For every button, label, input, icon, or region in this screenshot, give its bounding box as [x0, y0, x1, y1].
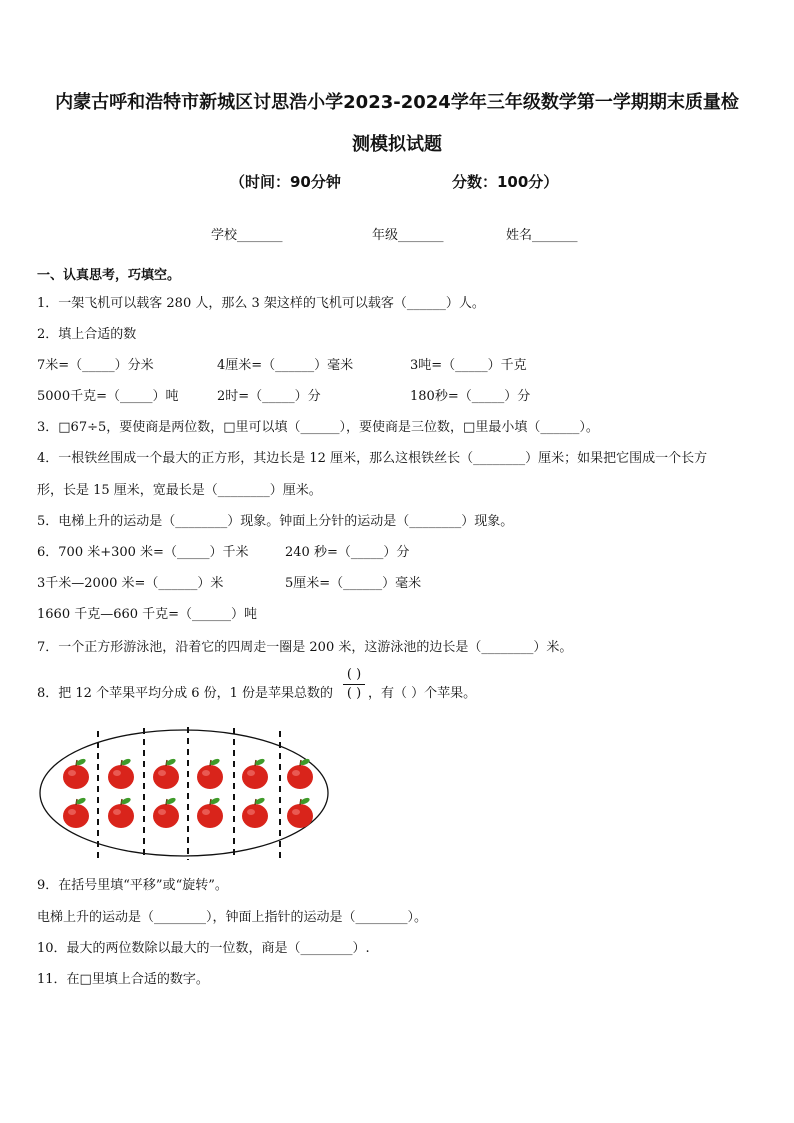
question-7: 7．一个正方形游泳池，沿着它的四周走一圈是 200 米，这游泳池的边长是（________）米。: [37, 640, 573, 655]
question-9: 9．在括号里填“平移”或“旋转”。: [37, 878, 228, 893]
question-4-line1: 4．一根铁丝围成一个最大的正方形，其边长是 12 厘米，那么这根铁丝长（________）厘米；如果把它围成一个长方: [37, 451, 708, 466]
name-field: 姓名_______: [506, 228, 578, 243]
apple: [242, 797, 268, 828]
fraction-numerator: ( ): [346, 667, 362, 682]
question-9-sub: 电梯上升的运动是（________），钟面上指针的运动是（________）。: [37, 910, 428, 925]
apple: [197, 758, 223, 789]
question-2-item: 180秒=（_____）分: [410, 389, 531, 404]
apple: [153, 797, 179, 828]
question-6-item: 6．700 米+300 米=（_____）千米: [37, 545, 249, 560]
question-3: 3．□67÷5，要使商是两位数，□里可以填（______），要使商是三位数，□里最小填（______）。: [37, 420, 599, 435]
question-2-item: 3吨=（_____）千克: [410, 358, 527, 373]
question-1: 1．一架飞机可以载客 280 人，那么 3 架这样的飞机可以载客（______）人。: [37, 296, 485, 311]
apple: [63, 797, 89, 828]
exam-score: 分数：100分）: [452, 173, 559, 191]
question-5: 5．电梯上升的运动是（________）现象。钟面上分针的运动是（________）现象。: [37, 514, 514, 529]
question-8-fraction: [343, 667, 365, 702]
question-8-text-end: ，有（ ）个苹果。: [368, 686, 477, 701]
question-4-line2: 形，长是 15 厘米，宽最长是（________）厘米。: [37, 483, 322, 498]
question-2-item: 7米=（_____）分米: [37, 358, 154, 373]
question-2-item: 5000千克=（_____）吨: [37, 389, 179, 404]
question-6-item: 3千米—2000 米=（______）米: [37, 576, 224, 591]
apple: [108, 797, 134, 828]
apple: [63, 758, 89, 789]
exam-title-line2: 测模拟试题: [352, 134, 442, 155]
apple: [197, 797, 223, 828]
section-heading: 一、认真思考，巧填空。: [37, 268, 181, 283]
school-field: 学校_______: [211, 228, 283, 243]
question-6-item: 1660 千克—660 千克=（______）吨: [37, 607, 258, 622]
question-6-item: 5厘米=（______）毫米: [285, 576, 422, 591]
apple: [287, 797, 313, 828]
question-2: 2．填上合适的数: [37, 327, 137, 342]
grade-field: 年级_______: [372, 228, 444, 243]
question-11: 11．在□里填上合适的数字。: [37, 972, 209, 987]
apple: [108, 758, 134, 789]
question-6-item: 240 秒=（_____）分: [285, 545, 410, 560]
question-8-text: 8．把 12 个苹果平均分成 6 份，1 份是苹果总数的: [37, 686, 334, 701]
question-10: 10．最大的两位数除以最大的一位数，商是（________）.: [37, 941, 370, 956]
exam-time: （时间：90分钟: [230, 173, 341, 191]
fraction-denominator: ( ): [346, 686, 362, 701]
fraction-bar: [343, 684, 365, 685]
question-2-item: 4厘米=（______）毫米: [217, 358, 354, 373]
question-2-item: 2时=（_____）分: [217, 389, 321, 404]
apples-figure: [38, 726, 333, 861]
apple: [242, 758, 268, 789]
exam-title-line1: 内蒙古呼和浩特市新城区讨思浩小学2023-2024学年三年级数学第一学期期末质量检: [55, 92, 739, 113]
apple: [153, 758, 179, 789]
